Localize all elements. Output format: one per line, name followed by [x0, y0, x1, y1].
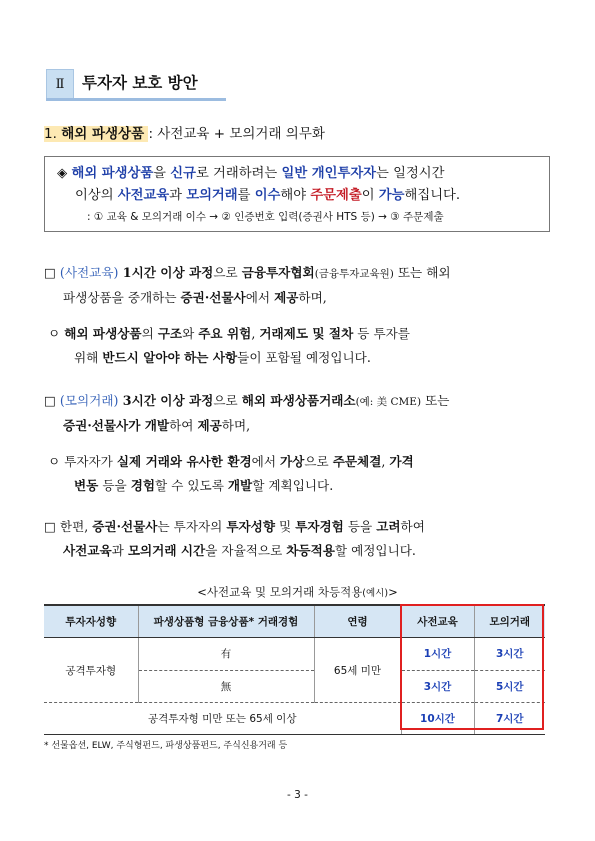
text-segment: 가능: [378, 188, 405, 203]
text-segment: 구조: [157, 326, 183, 341]
table-caption-small: (예시): [362, 588, 389, 599]
text-segment: 를: [237, 188, 255, 203]
text-segment: 로 거래하려는: [195, 166, 282, 181]
simulation-label: (모의거래): [59, 393, 119, 408]
para-differential-text-1: [60, 519, 425, 534]
summary-line-1: [57, 163, 539, 185]
text-segment: 는 일정시간: [376, 166, 445, 181]
para-education-text-2: [63, 290, 327, 305]
checkbox-bullet-icon: □: [44, 519, 56, 534]
text-segment: 주문제출: [310, 188, 362, 203]
text-segment: 등을: [98, 478, 131, 493]
text-segment: 에서: [251, 454, 281, 469]
text-segment: 고려: [376, 519, 401, 534]
checkbox-bullet-icon: □: [44, 265, 56, 280]
summary-line-2-text: [75, 188, 460, 203]
text-segment: 하며,: [298, 290, 327, 305]
header-profile: 투자자성향: [44, 605, 138, 638]
paragraph-simulation: [44, 389, 554, 438]
circle-bullet-icon: ㅇ: [48, 454, 61, 469]
table-caption: [0, 584, 595, 600]
text-segment: 일반 개인투자자: [281, 166, 377, 181]
text-segment: 해외 파생상품거래소: [241, 393, 356, 408]
text-segment: 신규: [170, 166, 196, 181]
text-segment: 으로: [213, 265, 242, 280]
cell-age: 65세 미만: [314, 638, 401, 703]
text-segment: 모의거래: [186, 188, 238, 203]
text-segment: 증권·선물사: [92, 519, 158, 534]
text-segment: 하며,: [221, 418, 251, 433]
text-segment: 해집니다.: [404, 188, 461, 203]
paragraph-differential: [44, 515, 554, 563]
text-segment: 3시간 이상 과정: [118, 393, 214, 408]
summary-box: [44, 156, 550, 232]
text-segment: 개발: [227, 478, 253, 493]
text-segment: 투자성향: [226, 519, 275, 534]
text-segment: (금융투자교육원): [314, 268, 394, 280]
text-segment: 가상: [280, 454, 305, 469]
footnote: * 선물옵션, ELW, 주식형펀드, 파생상품펀드, 주식신용거래 등: [44, 741, 288, 751]
para-simulation-line-1: [44, 389, 554, 414]
cell-education-1: 1시간: [401, 638, 474, 671]
page-number: - 3 -: [287, 789, 308, 801]
text-segment: ,: [381, 454, 390, 469]
checkbox-bullet-icon: □: [44, 393, 56, 408]
subsection-number: [44, 126, 148, 142]
para-simulation-line-2: [44, 414, 554, 438]
cell-profile: 공격투자형: [44, 638, 138, 703]
text-segment: 과: [111, 543, 128, 558]
text-segment: 한편,: [59, 519, 93, 534]
text-segment: 모의거래 시간: [127, 543, 206, 558]
text-segment: ,: [251, 326, 260, 341]
para-simulation-text-2: [63, 418, 250, 433]
text-segment: 거래제도 및 절차: [259, 326, 354, 341]
text-segment: 과: [169, 188, 187, 203]
cell-simulation-2: 5시간: [474, 670, 545, 703]
summary-process-note: : ① 교육 & 모의거래 이수 → ② 인증번호 입력(증권사 HTS 등) → ③ 주문제출: [87, 211, 444, 223]
subsection-rest: : 사전교육 + 모의거래 의무화: [148, 126, 325, 142]
header-education: 사전교육: [401, 605, 474, 638]
text-segment: 해야: [280, 188, 311, 203]
text-segment: 을 자율적으로: [205, 543, 287, 558]
text-segment: 사전교육: [117, 188, 170, 203]
para-differential-text-2: [63, 543, 416, 558]
text-segment: 증권·선물사가 개발: [63, 418, 170, 433]
table-caption-main: <사전교육 및 모의거래 차등적용: [197, 585, 363, 599]
text-segment: 등을: [343, 519, 377, 534]
subsection-heading: [44, 122, 325, 142]
text-segment: 들이 포함될 예정입니다.: [237, 350, 371, 365]
para-education-line-1: [44, 261, 554, 286]
table-caption-end: >: [388, 585, 398, 599]
para-sim-detail-line-1: [48, 450, 554, 474]
para-differential-line-2: [44, 539, 554, 563]
text-segment: 증권·선물사: [180, 290, 246, 305]
para-sim-detail-line-2: [48, 474, 554, 498]
text-segment: 하여: [400, 519, 425, 534]
para-education-line-2: [44, 286, 554, 310]
text-segment: 사전교육: [63, 543, 112, 558]
subsection-highlight: 해외 파생상품: [61, 126, 145, 142]
text-segment: 주요 위험: [198, 326, 252, 341]
summary-line-2: [75, 185, 539, 207]
header-simulation: 모의거래: [474, 605, 545, 638]
text-segment: 할 예정입니다.: [334, 543, 416, 558]
subsection-number-text: 1.: [44, 126, 57, 142]
circle-bullet-icon: ㅇ: [48, 326, 61, 341]
cell-education-3: 10시간: [401, 703, 474, 735]
paragraph-education-detail: [48, 322, 554, 370]
cell-simulation-1: 3시간: [474, 638, 545, 671]
text-segment: 하여: [169, 418, 198, 433]
cell-education-2: 3시간: [401, 670, 474, 703]
cell-other-investors: 공격투자형 미만 또는 65세 이상: [44, 703, 401, 735]
para-sim-detail-text-2: [74, 478, 333, 493]
text-segment: 가격: [389, 454, 414, 469]
text-segment: 파생상품을 중개하는: [63, 290, 181, 305]
text-segment: 투자경험: [295, 519, 344, 534]
text-segment: (예: 美 CME): [355, 396, 422, 408]
text-segment: 및: [275, 519, 296, 534]
text-segment: 해외 파생상품: [64, 326, 142, 341]
text-segment: 할 수 있도록: [155, 478, 228, 493]
text-segment: 투자자가: [64, 454, 117, 469]
text-segment: 1시간 이상 과정: [118, 265, 214, 280]
header-age: 연령: [314, 605, 401, 638]
text-segment: 이: [361, 188, 379, 203]
text-segment: 경험: [130, 478, 156, 493]
text-segment: 해외 파생상품: [71, 166, 154, 181]
paragraph-simulation-detail: [48, 450, 554, 498]
text-segment: 제공: [197, 418, 222, 433]
para-simulation-text-1: [118, 393, 449, 408]
text-segment: 이수: [254, 188, 281, 203]
section-underline: [46, 98, 226, 101]
text-segment: 의: [141, 326, 158, 341]
text-segment: 차등적용: [286, 543, 335, 558]
paragraph-education: [44, 261, 554, 310]
section-number: Ⅱ: [46, 69, 74, 99]
text-segment: 제공: [274, 290, 299, 305]
text-segment: 등 투자를: [353, 326, 410, 341]
para-education-text-1: [118, 265, 450, 280]
para-differential-line-1: [44, 515, 554, 539]
summary-line-1-text: [71, 166, 444, 181]
text-segment: 위해: [74, 350, 103, 365]
text-segment: 에서: [245, 290, 275, 305]
cell-experience-yes: 有: [138, 638, 314, 671]
para-sim-detail-text-1: [64, 454, 414, 469]
para-edu-detail-text-1: [64, 326, 410, 341]
para-edu-detail-text-2: [74, 350, 371, 365]
text-segment: 할 계획입니다.: [252, 478, 334, 493]
section-title: 투자자 보호 방안: [82, 74, 198, 92]
diamond-icon: ◈: [57, 166, 68, 181]
para-edu-detail-line-1: [48, 322, 554, 346]
education-label: (사전교육): [59, 265, 119, 280]
cell-experience-no: 無: [138, 670, 314, 703]
text-segment: 으로: [213, 393, 242, 408]
header-experience: 파생상품형 금융상품* 거래경험: [138, 605, 314, 638]
section-header: [46, 69, 226, 99]
cell-simulation-3: 7시간: [474, 703, 545, 735]
text-segment: 금융투자협회: [241, 265, 315, 280]
text-segment: 주문체결: [332, 454, 382, 469]
text-segment: 와: [182, 326, 199, 341]
para-edu-detail-line-2: [48, 346, 554, 370]
text-segment: 을: [153, 166, 171, 181]
text-segment: 반드시 알아야 하는 사항: [102, 350, 238, 365]
text-segment: 실제 거래와 유사한 환경: [116, 454, 252, 469]
text-segment: 이상의: [75, 188, 118, 203]
text-segment: 는 투자자의: [157, 519, 227, 534]
text-segment: 또는 해외: [393, 265, 451, 280]
text-segment: 또는: [421, 393, 450, 408]
text-segment: 변동: [74, 478, 99, 493]
text-segment: 으로: [304, 454, 333, 469]
highlight-box: [400, 604, 544, 730]
